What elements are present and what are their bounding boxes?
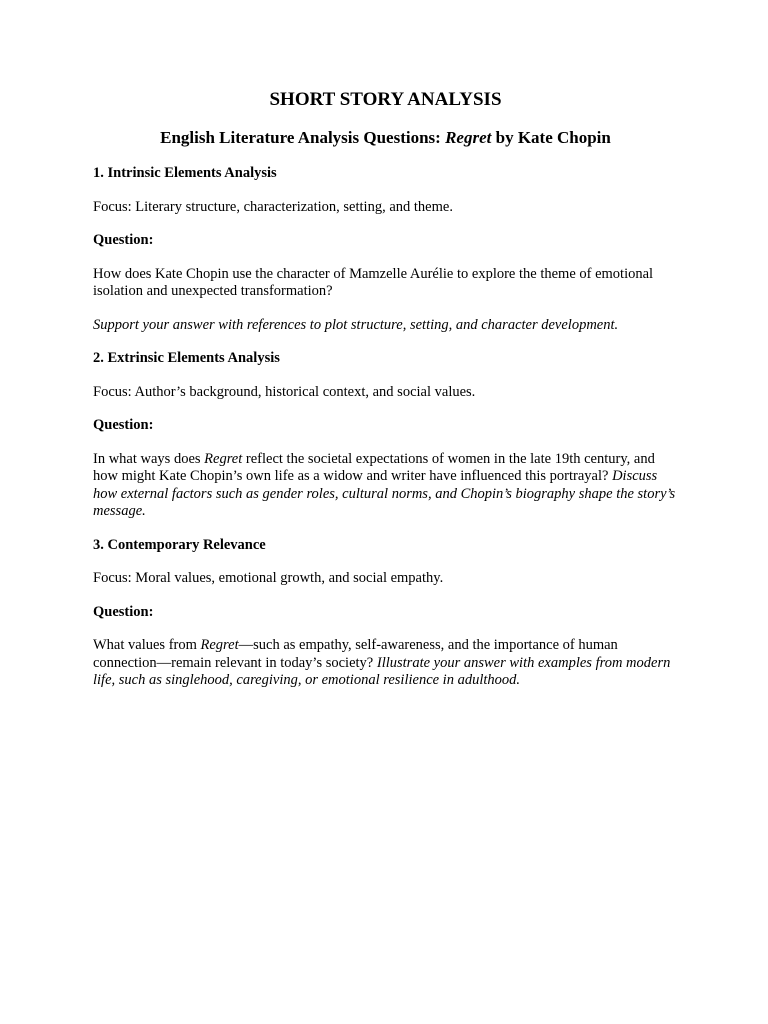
- section-3-heading: 3. Contemporary Relevance: [93, 536, 266, 553]
- page-subtitle: [93, 127, 678, 149]
- section-1-focus: Focus: Literary structure, characterization, setting, and theme.: [93, 198, 453, 215]
- section-3-question-start: What values from: [93, 637, 201, 653]
- section-2-question-work: Regret: [204, 450, 243, 467]
- section-3-instruction: Illustrate your answer with examples from modern life, such as singlehood, caregiving, or emotional resilience in adulthood.: [93, 654, 671, 688]
- subtitle-prefix: English Literature Analysis Questions:: [160, 128, 446, 147]
- section-3-question: [93, 637, 678, 690]
- subtitle-work-title: Regret: [445, 128, 492, 147]
- section-2-question-label: Question:: [93, 417, 154, 433]
- section-2-question: [93, 451, 678, 521]
- section-2-instruction: Discuss how external factors such as gender roles, cultural norms, and Chopin’s biography shape the story’s message.: [93, 468, 676, 519]
- section-1-heading: 1. Intrinsic Elements Analysis: [93, 165, 277, 181]
- section-3-question-label: Question:: [93, 603, 154, 620]
- section-1-instruction: [93, 317, 678, 335]
- page-title: SHORT STORY ANALYSIS: [269, 89, 502, 110]
- section-1-instruction-text: Support your answer with references to plot structure, setting, and character development.: [93, 316, 619, 333]
- section-3-focus: Focus: Moral values, emotional growth, and social empathy.: [93, 570, 444, 586]
- section-2-heading: 2. Extrinsic Elements Analysis: [93, 350, 280, 366]
- section-1-question-label: Question:: [93, 232, 154, 248]
- section-3-question-rest: —such as empathy, self-awareness, and the importance of human connection—remain relevant in today’s society?: [93, 637, 618, 671]
- section-3-question-work: Regret: [200, 637, 239, 653]
- section-2-question-start: In what ways does: [93, 450, 205, 467]
- document-page: [93, 88, 678, 706]
- subtitle-suffix: by Kate Chopin: [491, 128, 611, 147]
- section-2-question-rest: reflect the societal expectations of women in the late 19th century, and how might Kate Chopin’s own life as a widow and writer have influenced this portrayal?: [93, 450, 655, 484]
- section-2-focus: Focus: Author’s background, historical context, and social values.: [93, 383, 476, 400]
- section-1-question: How does Kate Chopin use the character of Mamzelle Aurélie to explore the theme of emotional isolation and unexpected transformation?: [93, 265, 654, 299]
